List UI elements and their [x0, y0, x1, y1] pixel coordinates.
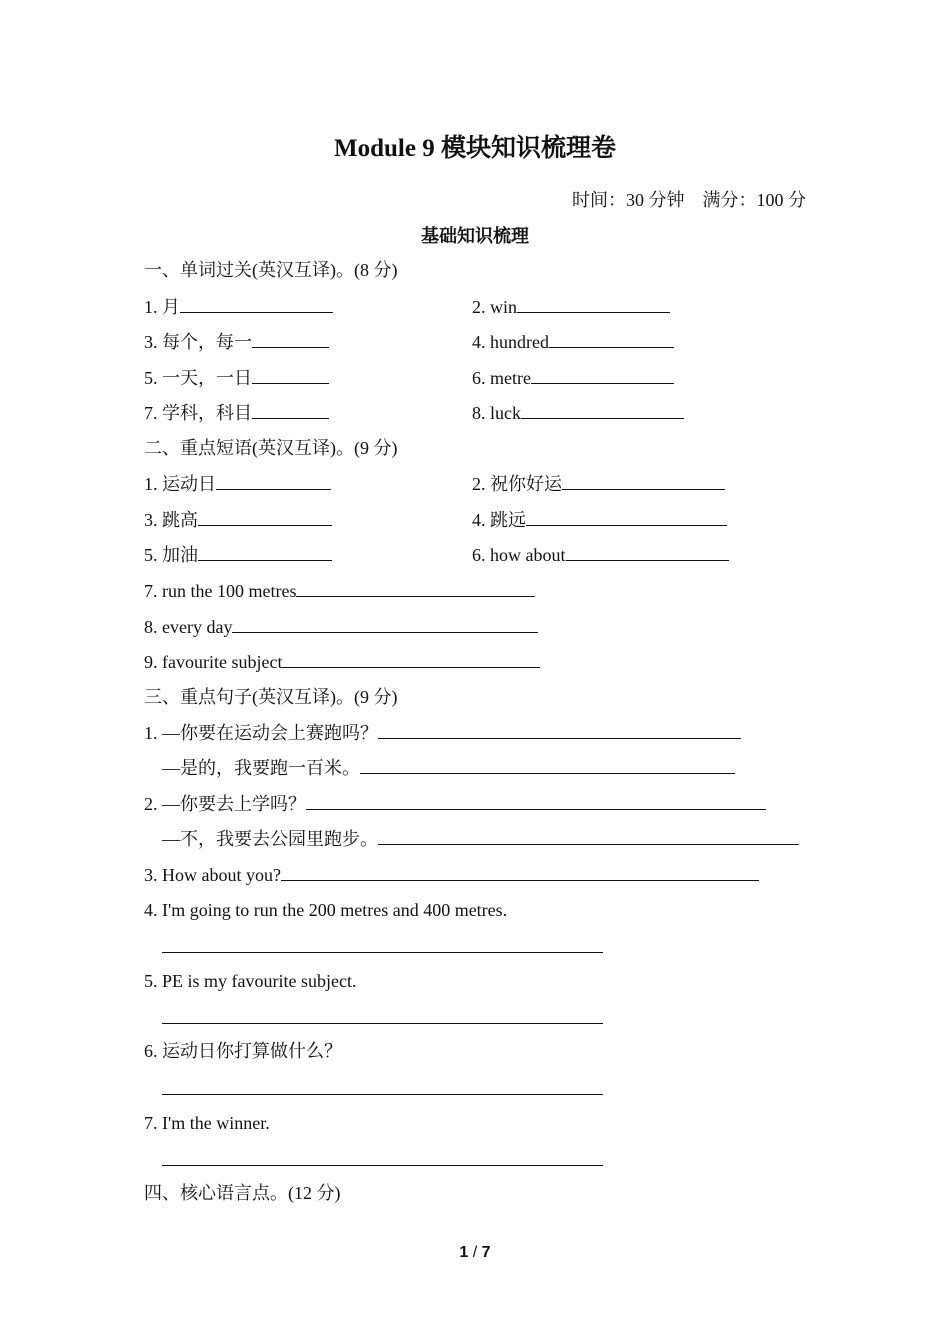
- question-text: 3. 跳高: [144, 510, 198, 530]
- page-number: [0, 1241, 950, 1265]
- question-item: [144, 541, 332, 568]
- answer-blank[interactable]: [198, 541, 332, 561]
- question-text: 2. —你要去上学吗？: [144, 794, 306, 814]
- question-item: 6. 运动日你打算做什么？: [144, 1041, 342, 1061]
- answer-blank[interactable]: [232, 613, 538, 633]
- question-text: 4. 跳远: [472, 510, 526, 530]
- question-text: 1. —你要在运动会上赛跑吗？: [144, 723, 378, 743]
- part-4-heading: 四、核心语言点。(12 分): [144, 1183, 341, 1203]
- question-item: [472, 399, 684, 426]
- answer-line[interactable]: [162, 1165, 603, 1166]
- question-item: [472, 506, 727, 533]
- question-text: 7. run the 100 metres: [144, 581, 297, 601]
- question-text: 2. 祝你好运: [472, 474, 562, 494]
- question-item: [162, 754, 735, 781]
- question-item: [472, 470, 725, 497]
- question-item: [144, 328, 329, 355]
- page-separator: /: [468, 1244, 482, 1261]
- answer-blank[interactable]: [198, 506, 332, 526]
- answer-blank[interactable]: [216, 470, 331, 490]
- question-item: [144, 790, 766, 817]
- answer-blank[interactable]: [521, 399, 684, 419]
- question-text: 6. how about: [472, 545, 566, 565]
- question-text: 5. 加油: [144, 545, 198, 565]
- time-info: 时间：30 分钟: [572, 190, 685, 210]
- answer-line[interactable]: [162, 952, 603, 953]
- answer-blank[interactable]: [517, 293, 670, 313]
- question-item: [472, 293, 670, 320]
- answer-blank[interactable]: [296, 577, 535, 597]
- question-text: 3. How about you?: [144, 865, 281, 885]
- question-item: [472, 328, 674, 355]
- part-3-heading: 三、重点句子(英汉互译)。(9 分): [144, 687, 398, 707]
- answer-blank[interactable]: [306, 790, 766, 810]
- part-2-heading: 二、重点短语(英汉互译)。(9 分): [144, 438, 398, 458]
- question-item: [144, 506, 332, 533]
- question-text: 1. 运动日: [144, 474, 216, 494]
- question-item: [144, 293, 333, 320]
- answer-blank[interactable]: [252, 364, 329, 384]
- answer-blank[interactable]: [252, 328, 329, 348]
- answer-blank[interactable]: [562, 470, 725, 490]
- question-text: —是的，我要跑一百米。: [162, 758, 360, 778]
- question-item: [144, 470, 331, 497]
- total-pages: 7: [481, 1244, 491, 1261]
- answer-blank[interactable]: [281, 861, 759, 881]
- question-item: [144, 577, 535, 604]
- question-item: [144, 364, 329, 391]
- question-item: [144, 861, 759, 888]
- question-item: 5. PE is my favourite subject.: [144, 971, 357, 991]
- question-text: 8. every day: [144, 617, 233, 637]
- score-info: 满分：100 分: [702, 190, 806, 210]
- answer-line[interactable]: [162, 1094, 603, 1095]
- answer-blank[interactable]: [566, 541, 729, 561]
- answer-blank[interactable]: [531, 364, 674, 384]
- current-page: 1: [459, 1244, 469, 1261]
- section-heading: 基础知识梳理: [421, 226, 529, 246]
- question-item: [162, 825, 799, 852]
- question-item: [144, 399, 329, 426]
- question-text: 4. hundred: [472, 332, 549, 352]
- answer-blank[interactable]: [180, 293, 333, 313]
- answer-blank[interactable]: [378, 719, 741, 739]
- question-text: 9. favourite subject: [144, 652, 283, 672]
- answer-line[interactable]: [162, 1023, 603, 1024]
- question-text: 5. 一天，一日: [144, 368, 252, 388]
- page-title: Module 9 模块知识梳理卷: [334, 135, 616, 162]
- answer-blank[interactable]: [378, 825, 799, 845]
- question-text: 2. win: [472, 297, 517, 317]
- part-1-heading: 一、单词过关(英汉互译)。(8 分): [144, 260, 398, 280]
- question-item: 4. I'm going to run the 200 metres and 400 metres.: [144, 900, 508, 920]
- question-text: —不，我要去公园里跑步。: [162, 829, 378, 849]
- answer-blank[interactable]: [252, 399, 329, 419]
- question-text: 8. luck: [472, 403, 521, 423]
- question-text: 3. 每个，每一: [144, 332, 252, 352]
- question-item: [144, 648, 540, 675]
- question-item: [144, 613, 538, 640]
- question-text: 7. 学科，科目: [144, 403, 252, 423]
- answer-blank[interactable]: [549, 328, 674, 348]
- question-text: 6. metre: [472, 368, 531, 388]
- answer-blank[interactable]: [360, 754, 735, 774]
- question-item: 7. I'm the winner.: [144, 1113, 270, 1133]
- answer-blank[interactable]: [526, 506, 727, 526]
- question-text: 1. 月: [144, 297, 180, 317]
- answer-blank[interactable]: [282, 648, 540, 668]
- question-item: [472, 541, 729, 568]
- exam-meta: [572, 186, 806, 214]
- question-item: [144, 719, 741, 746]
- question-item: [472, 364, 674, 391]
